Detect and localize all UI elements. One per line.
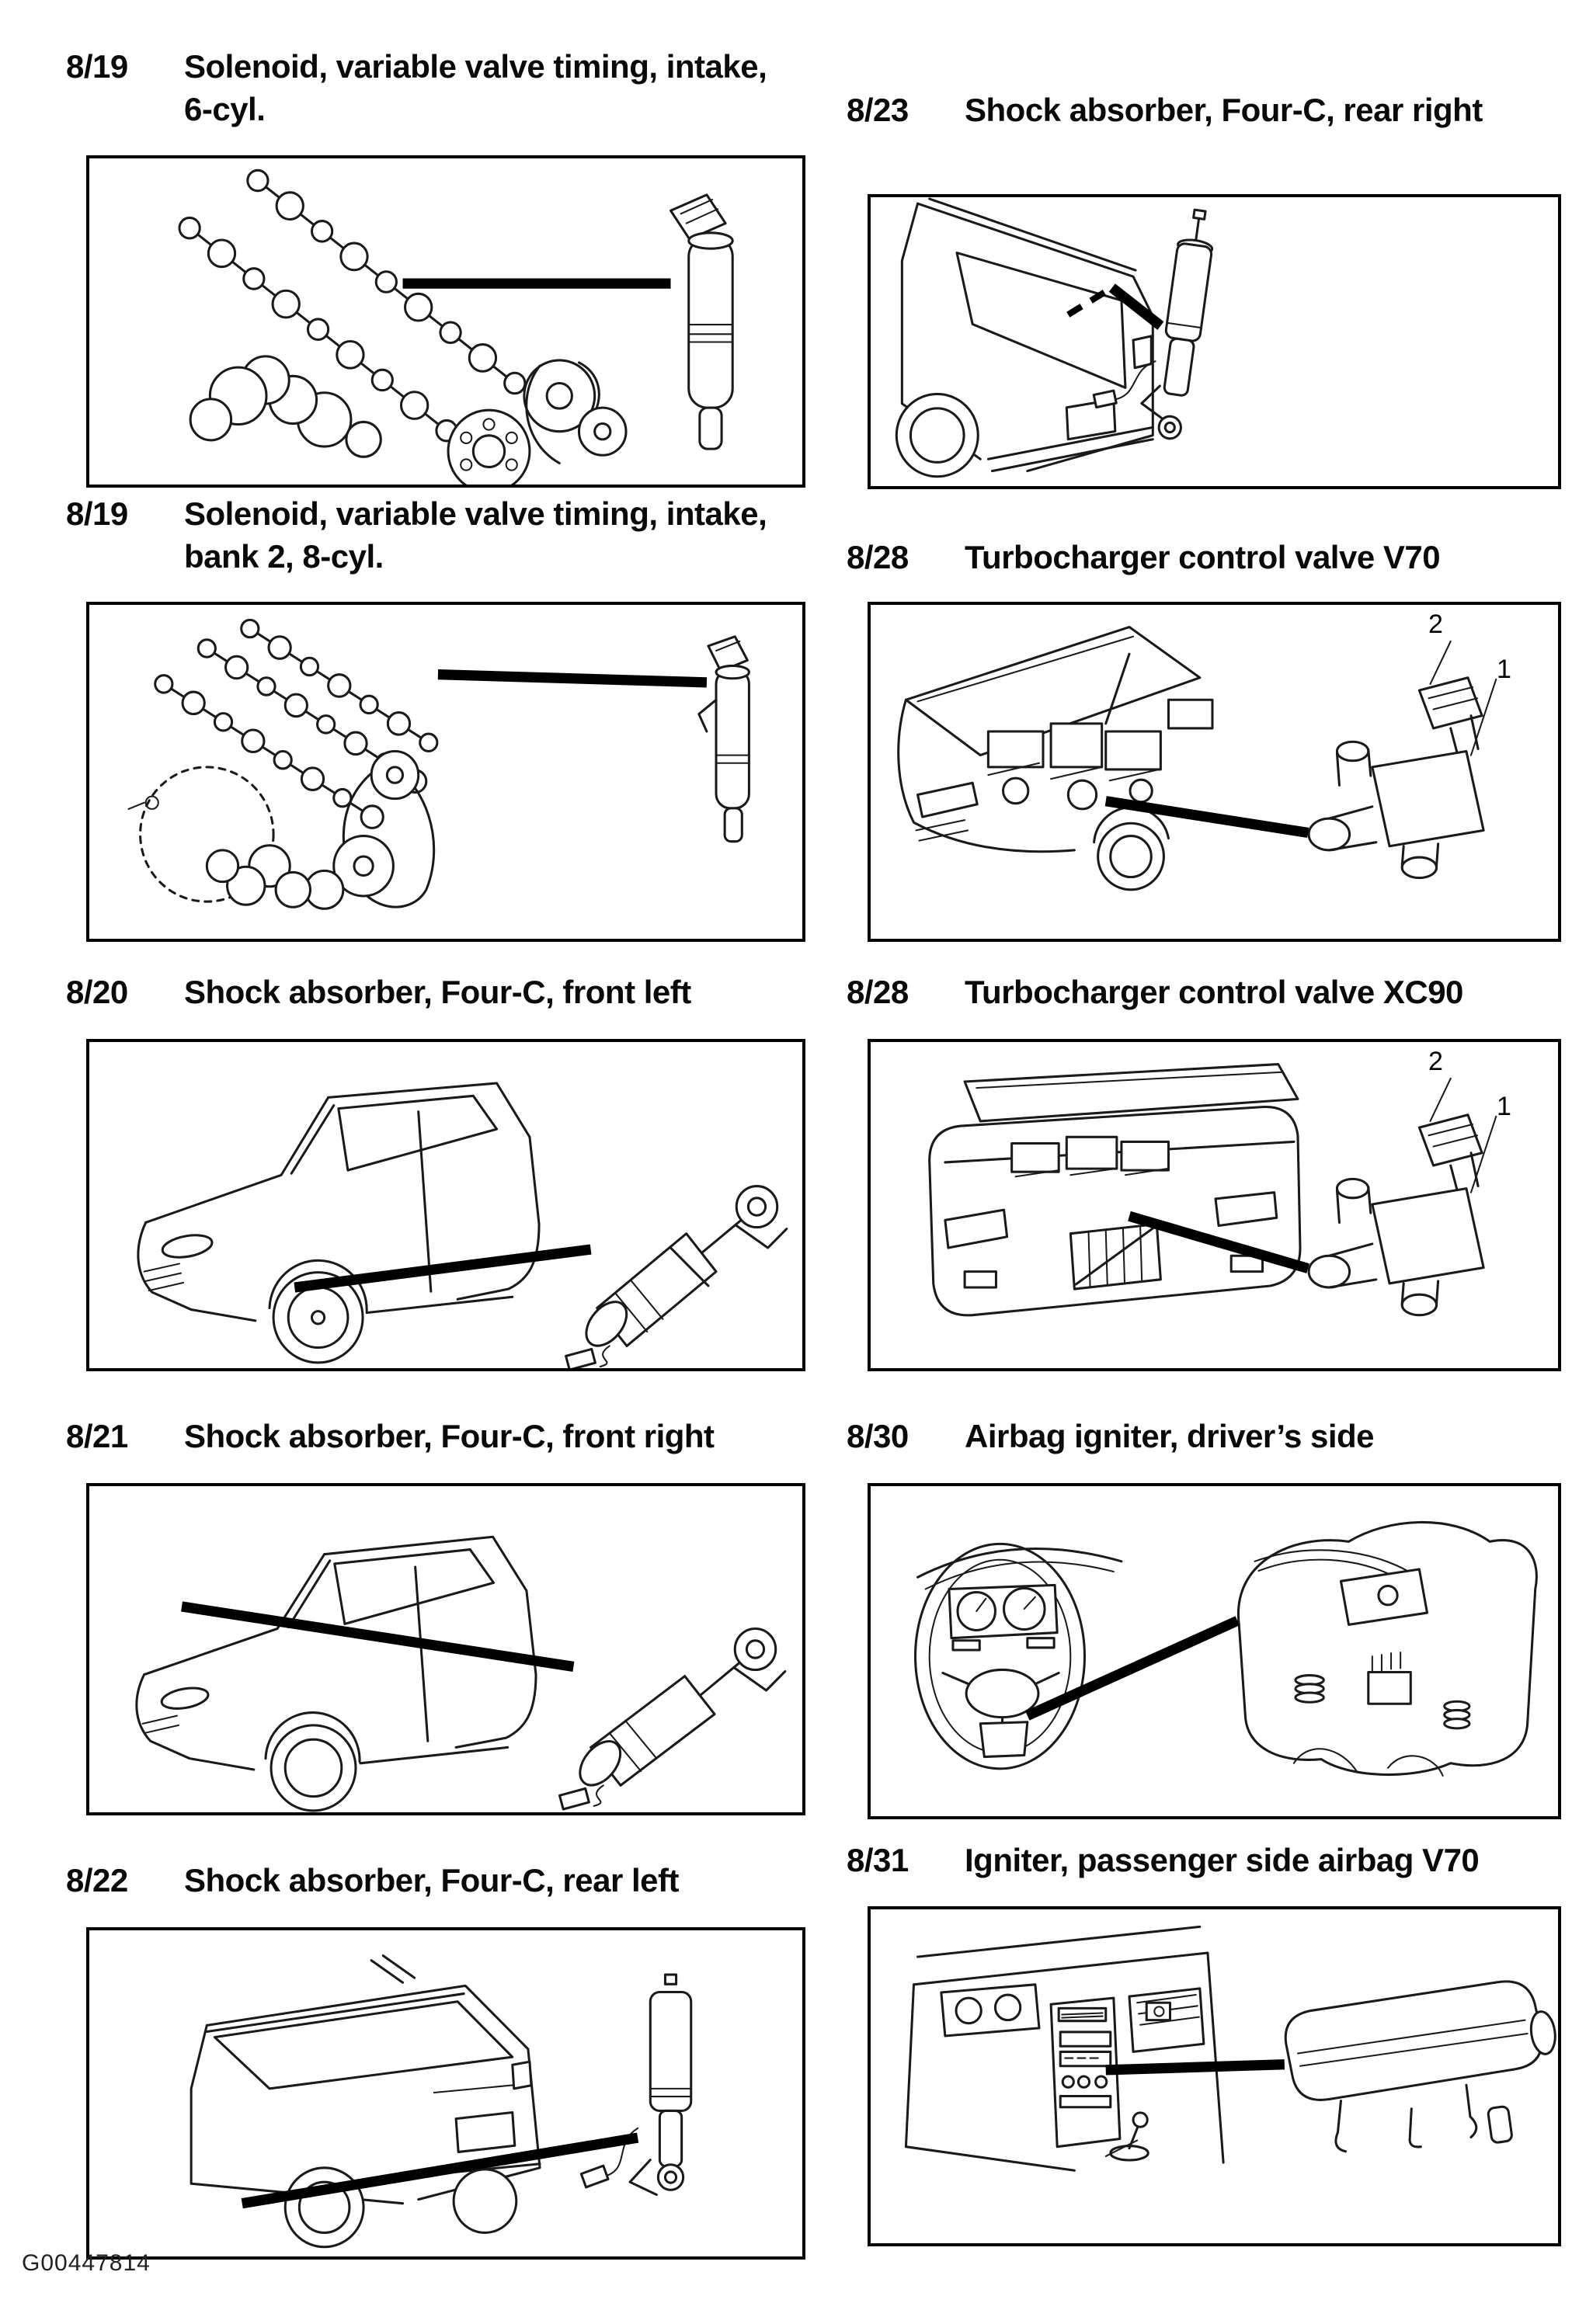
section-title: Solenoid, variable valve timing, intake, bank 2, 8-cyl. [184, 495, 767, 575]
section-ref: 8/31 [847, 1842, 909, 1878]
section-ref: 8/23 [847, 92, 909, 128]
figure-box [86, 1927, 805, 2260]
section-title: Shock absorber, Four-C, rear right [965, 92, 1483, 128]
section-ref: 8/20 [66, 974, 128, 1010]
section-ref: 8/28 [847, 539, 909, 575]
section-heading [66, 492, 782, 578]
camshaft-timing-solenoid-6cyl-illustration [89, 158, 802, 485]
figure-box [86, 155, 805, 488]
wagon-rear-shock-absorber-illustration [871, 197, 1558, 486]
car-front-shock-absorber-illustration [89, 1486, 802, 1812]
callout-label: 2 [1428, 610, 1443, 639]
figure-box [868, 1483, 1561, 1819]
figure-box [86, 1039, 805, 1371]
section-heading [66, 1415, 715, 1457]
figure-box [868, 1039, 1561, 1371]
dashboard-passenger-airbag-illustration [871, 1909, 1558, 2243]
section-title: Shock absorber, Four-C, rear left [184, 1862, 680, 1898]
section-title: Airbag igniter, driver’s side [965, 1418, 1375, 1454]
figure-box [868, 602, 1561, 942]
section-heading [847, 971, 1463, 1013]
section-heading [66, 971, 691, 1013]
wagon-rear-shock-absorber-illustration [89, 1930, 802, 2256]
section-title: Turbocharger control valve V70 [965, 539, 1441, 575]
figure-box [86, 602, 805, 942]
steering-wheel-airbag-module-illustration [871, 1486, 1558, 1816]
section-heading [66, 1859, 679, 1902]
section-heading [847, 536, 1440, 578]
section-title: Turbocharger control valve XC90 [965, 974, 1463, 1010]
section-heading [66, 45, 782, 131]
figure-box [868, 194, 1561, 489]
section-heading [847, 1839, 1479, 1881]
section-ref: 8/28 [847, 974, 909, 1010]
section-heading [847, 89, 1483, 131]
figure-box [86, 1483, 805, 1815]
section-title: Solenoid, variable valve timing, intake, 6-cyl. [184, 48, 767, 128]
section-title: Igniter, passenger side airbag V70 [965, 1842, 1480, 1878]
callout-label: 2 [1428, 1047, 1443, 1076]
callout-label: 1 [1497, 655, 1511, 684]
section-ref: 8/30 [847, 1418, 909, 1454]
section-ref: 8/19 [66, 48, 128, 85]
camshaft-timing-solenoid-8cyl-illustration [89, 605, 802, 939]
callout-label: 1 [1497, 1092, 1511, 1121]
section-ref: 8/19 [66, 495, 128, 532]
car-front-shock-absorber-illustration [89, 1042, 802, 1368]
engine-bay-control-valve-illustration [871, 1042, 1558, 1368]
engine-bay-control-valve-illustration [871, 605, 1558, 939]
figure-box [868, 1906, 1561, 2246]
section-title: Shock absorber, Four-C, front right [184, 1418, 715, 1454]
section-ref: 8/21 [66, 1418, 128, 1454]
section-ref: 8/22 [66, 1862, 128, 1898]
section-heading [847, 1415, 1374, 1457]
figure-id-code: G00447814 [22, 2250, 151, 2276]
section-title: Shock absorber, Four-C, front left [184, 974, 691, 1010]
